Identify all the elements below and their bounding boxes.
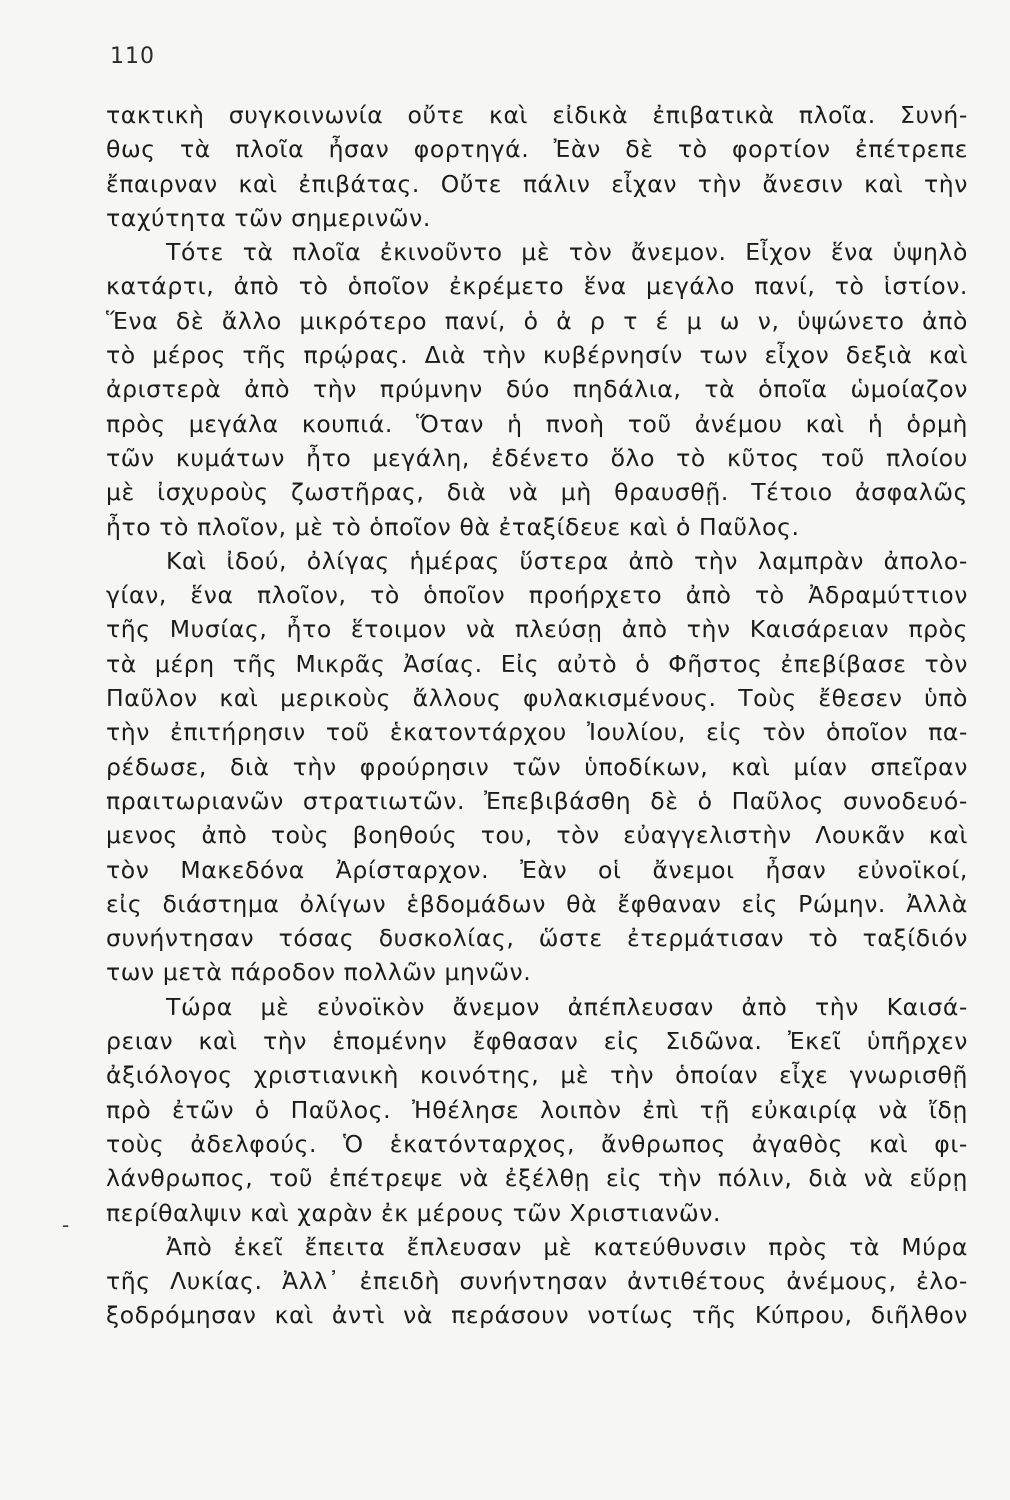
text-line: τὴν ἐπιτήρησιν τοῦ ἑκατοντάρχου Ἰουλίου, εἰς τὸν ὁποῖον πα- [106,718,968,747]
text-line: κατάρτι, ἀπὸ τὸ ὁποῖον ἐκρέμετο ἕνα μεγάλο πανί, τὸ ἱστίον. [106,272,968,301]
page-number: 110 [110,44,155,69]
text-line: των μετὰ πάροδον πολλῶν μηνῶν. [106,958,532,987]
text-line: τῆς Μυσίας, ἦτο ἕτοιμον νὰ πλεύσῃ ἀπὸ τὴν Καισάρειαν πρὸς [106,615,968,644]
text-line: ρειαν καὶ τὴν ἑπομένην ἔφθασαν εἰς Σιδῶνα. Ἐκεῖ ὑπῆρχεν [106,1027,968,1056]
text-line: ρέδωσε, διὰ τὴν φρούρησιν τῶν ὑποδίκων, καὶ μίαν σπεῖραν [106,752,968,781]
text-line: τὰ μέρη τῆς Μικρᾶς Ἀσίας. Εἰς αὐτὸ ὁ Φῆστος ἐπεβίβασε τὸν [106,649,968,678]
text-line: τῆς Λυκίας. Ἀλλ᾽ ἐπειδὴ συνήντησαν ἀντιθέτους ἀνέμους, ἐλο- [106,1267,968,1296]
text-line: γίαν, ἕνα πλοῖον, τὸ ὁποῖον προήρχετο ἀπὸ τὸ Ἀδραμύττιον [106,581,968,610]
text-line: λάνθρωπος, τοῦ ἐπέτρεψε νὰ ἐξέλθῃ εἰς τὴν πόλιν, διὰ νὰ εὕρῃ [106,1164,968,1193]
paragraph-start-line: Ἀπὸ ἐκεῖ ἔπειτα ἔπλευσαν μὲ κατεύθυνσιν πρὸς τὰ Μύρα [166,1232,968,1261]
text-line: τακτικὴ συγκοινωνία οὔτε καὶ εἰδικὰ ἐπιβατικὰ πλοῖα. Συνή- [106,101,968,129]
text-line: πρὸ ἐτῶν ὁ Παῦλος. Ἠθέλησε λοιπὸν ἐπὶ τῇ εὐκαιρίᾳ νὰ ἴδῃ [106,1095,968,1124]
paragraph-start-line: Καὶ ἰδού, ὀλίγας ἡμέρας ὕστερα ἀπὸ τὴν λαμπρὰν ἀπολο- [166,546,968,575]
text-line: ἔπαιρναν καὶ ἐπιβάτας. Οὔτε πάλιν εἶχαν τὴν ἄνεσιν καὶ τὴν [106,169,968,198]
text-line: πραιτωριανῶν στρατιωτῶν. Ἐπεβιβάσθη δὲ ὁ Παῦλος συνοδευό- [106,786,968,815]
margin-mark: - [62,1213,70,1237]
text-line: ξοδρόμησαν καὶ ἀντὶ νὰ περάσουν νοτίως τῆς Κύπρου, διῆλθον [106,1301,968,1330]
text-line: ἀξιόλογος χριστιανικὴ κοινότης, μὲ τὴν ὁποίαν εἶχε γνωρισθῇ [106,1061,968,1090]
text-line: τὸν Μακεδόνα Ἀρίσταρχον. Ἐὰν οἱ ἄνεμοι ἦσαν εὐνοϊκοί, [106,855,968,884]
text-line: θως τὰ πλοῖα ἦσαν φορτηγά. Ἐὰν δὲ τὸ φορτίον ἐπέτρεπε [106,135,968,164]
text-line: ἀριστερὰ ἀπὸ τὴν πρύμνην δύο πηδάλια, τὰ ὁποῖα ὡμοίαζον [106,375,968,404]
text-line: τῶν κυμάτων ἦτο μεγάλη, ἐδένετο ὅλο τὸ κῦτος τοῦ πλοίου [106,443,968,472]
paragraph-start-line: Τώρα μὲ εὐνοϊκὸν ἄνεμον ἀπέπλευσαν ἀπὸ τὴν Καισά- [166,992,968,1021]
text-line: περίθαλψιν καὶ χαρὰν ἐκ μέρους τῶν Χριστιανῶν. [106,1198,722,1227]
text-line: ἦτο τὸ πλοῖον, μὲ τὸ ὁποῖον θὰ ἐταξίδευε καὶ ὁ Παῦλος. [106,512,800,541]
text-line: Παῦλον καὶ μερικοὺς ἄλλους φυλακισμένους. Τοὺς ἔθεσεν ὑπὸ [106,684,968,713]
text-line: πρὸς μεγάλα κουπιά. Ὅταν ἡ πνοὴ τοῦ ἀνέμου καὶ ἡ ὁρμὴ [106,409,968,438]
text-line: μὲ ἰσχυροὺς ζωστῆρας, διὰ νὰ μὴ θραυσθῇ. Τέτοιο ἀσφαλῶς [106,478,968,507]
text-line: συνήντησαν τόσας δυσκολίας, ὥστε ἐτερμάτισαν τὸ ταξίδιόν [106,924,968,953]
text-line: τοὺς ἀδελφούς. Ὁ ἑκατόνταρχος, ἄνθρωπος ἀγαθὸς καὶ φι- [106,1129,968,1158]
body-text [106,98,968,1333]
text-line: μενος ἀπὸ τοὺς βοηθούς του, τὸν εὐαγγελιστὴν Λουκᾶν καὶ [106,821,968,850]
text-line: Ἕνα δὲ ἄλλο μικρότερο πανί, ὁ ἀ ρ τ έ μ ω ν, ὑψώνετο ἀπὸ [106,306,968,335]
text-line: ταχύτητα τῶν σημερινῶν. [106,203,431,232]
text-line: εἰς διάστημα ὀλίγων ἑβδομάδων θὰ ἔφθαναν εἰς Ρώμην. Ἀλλὰ [106,889,968,918]
text-line: τὸ μέρος τῆς πρῴρας. Διὰ τὴν κυβέρνησίν των εἶχον δεξιὰ καὶ [106,341,968,370]
paragraph-start-line: Τότε τὰ πλοῖα ἐκινοῦντο μὲ τὸν ἄνεμον. Εἶχον ἕνα ὑψηλὸ [166,238,968,267]
